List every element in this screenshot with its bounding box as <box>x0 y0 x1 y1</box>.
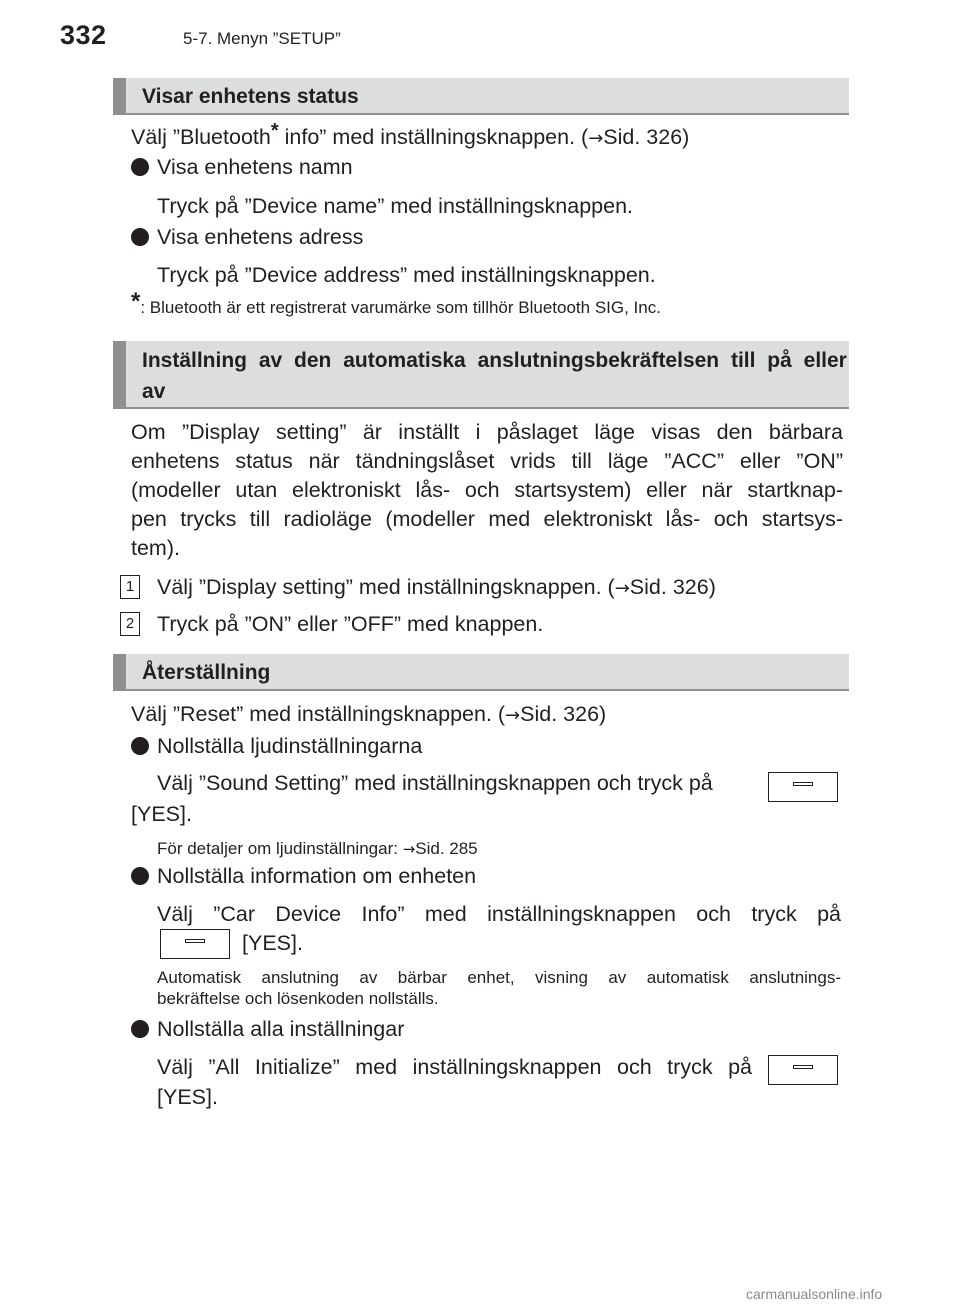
arrow-icon: → <box>614 578 630 599</box>
bullet-icon <box>131 228 149 246</box>
note-text: För detaljer om ljudinställningar: →Sid. 285 <box>157 839 478 858</box>
bullet-icon <box>131 158 149 176</box>
list-item-heading: Visa enhetens namn <box>157 155 353 179</box>
arrow-icon: → <box>505 705 521 726</box>
list-item-text: Tryck på ”Device address” med inställningsknappen. <box>157 263 656 287</box>
footnote-star: * <box>270 120 279 142</box>
list-item-text: [YES]. <box>131 802 192 826</box>
page-number: 332 <box>60 20 107 50</box>
intro-paragraph: Välj ”Bluetooth* info” med inställningsknappen. (→Sid. 326) <box>131 120 690 149</box>
step-text: Tryck på ”ON” eller ”OFF” med knappen. <box>157 612 544 636</box>
list-item-heading: Nollställa information om enheten <box>157 864 477 888</box>
step-number-badge: 2 <box>120 612 140 636</box>
list-item-heading: Visa enhetens adress <box>157 225 364 249</box>
section-title: Visar enhetens status <box>142 85 359 108</box>
list-item-text: [YES]. <box>242 931 303 955</box>
intro-paragraph: Välj ”Reset” med inställningsknappen. (→Sid. 326) <box>131 702 607 726</box>
section-title-line2: av <box>142 380 166 403</box>
step-number-badge: 1 <box>120 575 140 599</box>
bullet-icon <box>131 1020 149 1038</box>
bullet-icon <box>131 867 149 885</box>
section-header-device-status <box>113 78 849 115</box>
list-item-text: [YES]. <box>157 1085 218 1109</box>
body-paragraph: Om ”Display setting” är inställt i påslaget läge visas den bärbara enhetens status när tändningslåset vrids till läge ”ACC” eller ”ON” (modeller utan elektroniskt lås- och startsystem) eller när startknap- pen trycks till radioläge (modeller med elektroniskt lås- och startsys- tem). <box>131 420 843 560</box>
footnote: *: Bluetooth är ett registrerat varumärke som tillhör Bluetooth SIG, Inc. <box>131 288 661 317</box>
section-title: Återställning <box>142 661 271 684</box>
list-item-text: Tryck på ”Device name” med inställningsknappen. <box>157 194 634 218</box>
step-text: Välj ”Display setting” med inställningsknappen. (→Sid. 326) <box>157 575 716 599</box>
note-text-line1: Automatisk anslutning av bärbar enhet, visning av automatisk anslutnings- <box>157 968 841 987</box>
list-item-text: Välj ”Car Device Info” med inställningsknappen och tryck på <box>157 902 841 926</box>
controller-button-icon <box>768 1055 838 1085</box>
bullet-icon <box>131 737 149 755</box>
arrow-icon: → <box>402 840 416 858</box>
section-header-auto-connect <box>113 341 849 409</box>
list-item-heading: Nollställa ljudinställningarna <box>157 734 423 758</box>
controller-button-icon <box>160 929 230 959</box>
section-title-line1: Inställning av den automatiska anslutningsbekräftelsen till på eller <box>142 349 847 372</box>
section-header-reset <box>113 654 849 691</box>
list-item-heading: Nollställa alla inställningar <box>157 1017 405 1041</box>
controller-button-icon <box>768 772 838 802</box>
watermark-text: carmanualsonline.info <box>746 1286 883 1302</box>
running-header: 5-7. Menyn ”SETUP” <box>183 29 341 48</box>
footnote-star: * <box>131 288 141 315</box>
arrow-icon: → <box>588 128 604 149</box>
list-item-text: Välj ”Sound Setting” med inställningsknappen och tryck på <box>157 771 713 795</box>
list-item-text: Välj ”All Initialize” med inställningsknappen och tryck på <box>157 1055 752 1079</box>
note-text-line2: bekräftelse och lösenkoden nollställs. <box>157 989 439 1008</box>
